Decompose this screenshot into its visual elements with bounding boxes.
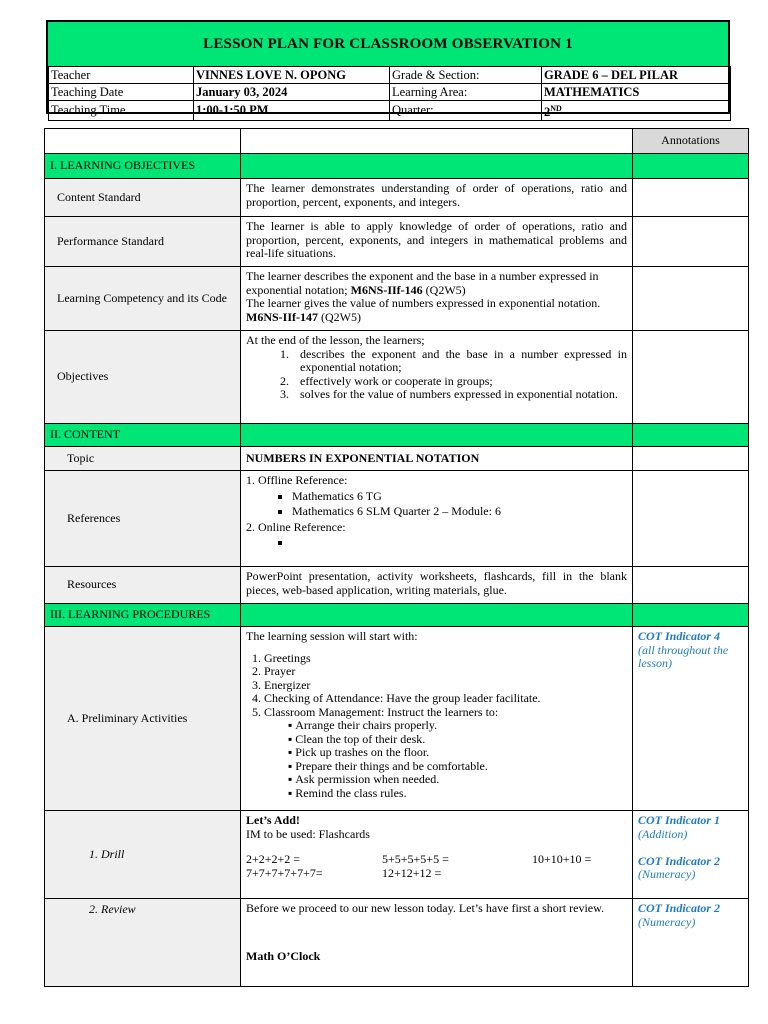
objectives-text: At the end of the lesson, the learners; 1. describes the exponent and the base in a number expressed in exponential notation; 2. effectively work or cooperate in groups; 3. solves for the value of numbers expressed in exponential notation. bbox=[241, 331, 633, 424]
date-label: Teaching Date bbox=[49, 84, 194, 101]
info-table bbox=[48, 66, 731, 121]
lesson-plan-table bbox=[44, 128, 749, 987]
online-reference-item bbox=[292, 536, 627, 550]
preliminary-annotation: COT Indicator 4 (all throughout the lesson) bbox=[633, 627, 749, 811]
objectives-label: Objectives bbox=[45, 331, 241, 424]
objective-item: 2. effectively work or cooperate in groups; bbox=[292, 375, 627, 389]
references-text: 1. Offline Reference: ▪ Mathematics 6 TG ▪ Mathematics 6 SLM Quarter 2 – Module: 6 2. Online Reference: ▪ bbox=[241, 471, 633, 567]
review-annotation: COT Indicator 2 (Numeracy) bbox=[633, 899, 749, 987]
performance-standard-label: Performance Standard bbox=[45, 217, 241, 267]
date-value: January 03, 2024 bbox=[194, 84, 390, 101]
content-standard-label: Content Standard bbox=[45, 179, 241, 217]
section-procedures: III. LEARNING PROCEDURES bbox=[45, 604, 241, 627]
teacher-value: VINNES LOVE N. OPONG bbox=[194, 67, 390, 84]
section-content: II. CONTENT bbox=[45, 424, 241, 447]
review-label: 2. Review bbox=[45, 899, 241, 987]
resources-label: Resources bbox=[45, 567, 241, 604]
resources-text: PowerPoint presentation, activity worksheets, flashcards, fill in the blank pieces, web-based application, writing materials, glue. bbox=[241, 567, 633, 604]
review-text: Before we proceed to our new lesson today. Let’s have first a short review. Math O’Clock bbox=[241, 899, 633, 987]
references-label: References bbox=[45, 471, 241, 567]
preliminary-label: A. Preliminary Activities bbox=[45, 627, 241, 811]
drill-text: Let’s Add! IM to be used: Flashcards 2+2+2+2 = 5+5+5+5+5 = 10+10+10 = 7+7+7+7+7+7= 12+12+12 = bbox=[241, 811, 633, 899]
grade-value: GRADE 6 – DEL PILAR bbox=[542, 67, 731, 84]
time-value: 1:00-1:50 PM bbox=[194, 101, 390, 121]
lesson-plan-header bbox=[46, 20, 730, 120]
objective-item: 3. solves for the value of numbers expressed in exponential notation. bbox=[292, 388, 627, 402]
section-objectives: I. LEARNING OBJECTIVES bbox=[45, 154, 241, 179]
reference-item: ▪ Mathematics 6 TG bbox=[292, 490, 627, 504]
blank-header-cell bbox=[241, 129, 633, 154]
area-label: Learning Area: bbox=[390, 84, 542, 101]
grade-label: Grade & Section: bbox=[390, 67, 542, 84]
content-standard-text: The learner demonstrates understanding of order of operations, ratio and proportion, percent, exponents, and integers. bbox=[241, 179, 633, 217]
corner-cell bbox=[45, 129, 241, 154]
preliminary-text: The learning session will start with: 1. Greetings 2. Prayer 3. Energizer 4. Checking of Attendance: Have the group leader facilitate. 5. Classroom Management: Instruct the learners to: ▪ Arrange their chairs properly. ▪ Clean the top of their desk. ▪ Pick up trashes on the floor. ▪ Prepare their things and be comfortable. ▪ Ask permission when needed. ▪ Remind the class rules. bbox=[241, 627, 633, 811]
quarter-label: Quarter: bbox=[390, 101, 542, 121]
objective-item: 1. describes the exponent and the base in a number expressed in exponential notation; bbox=[292, 348, 627, 375]
drill-label: 1. Drill bbox=[45, 811, 241, 899]
area-value: MATHEMATICS bbox=[542, 84, 731, 101]
drill-annotation: COT Indicator 1 (Addition) COT Indicator 2 (Numeracy) bbox=[633, 811, 749, 899]
quarter-value: 2ND bbox=[542, 101, 731, 121]
teacher-label: Teacher bbox=[49, 67, 194, 84]
competency-text: The learner describes the exponent and the base in a number expressed in exponential notation; M6NS-IIf-146 (Q2W5) The learner gives the value of numbers expressed in exponential notation. M6NS-IIf-147 (Q2W5) bbox=[241, 267, 633, 331]
annotations-header: Annotations bbox=[633, 129, 749, 154]
competency-label: Learning Competency and its Code bbox=[45, 267, 241, 331]
performance-standard-text: The learner is able to apply knowledge of order of operations, ratio and proportion, percent, exponents, and integers in mathematical problems and real-life situations. bbox=[241, 217, 633, 267]
topic-label: Topic bbox=[45, 447, 241, 471]
time-label: Teaching Time bbox=[49, 101, 194, 121]
topic-text: NUMBERS IN EXPONENTIAL NOTATION bbox=[241, 447, 633, 471]
document-title: LESSON PLAN FOR CLASSROOM OBSERVATION 1 bbox=[48, 22, 728, 66]
reference-item: ▪ Mathematics 6 SLM Quarter 2 – Module: 6 bbox=[292, 505, 627, 519]
